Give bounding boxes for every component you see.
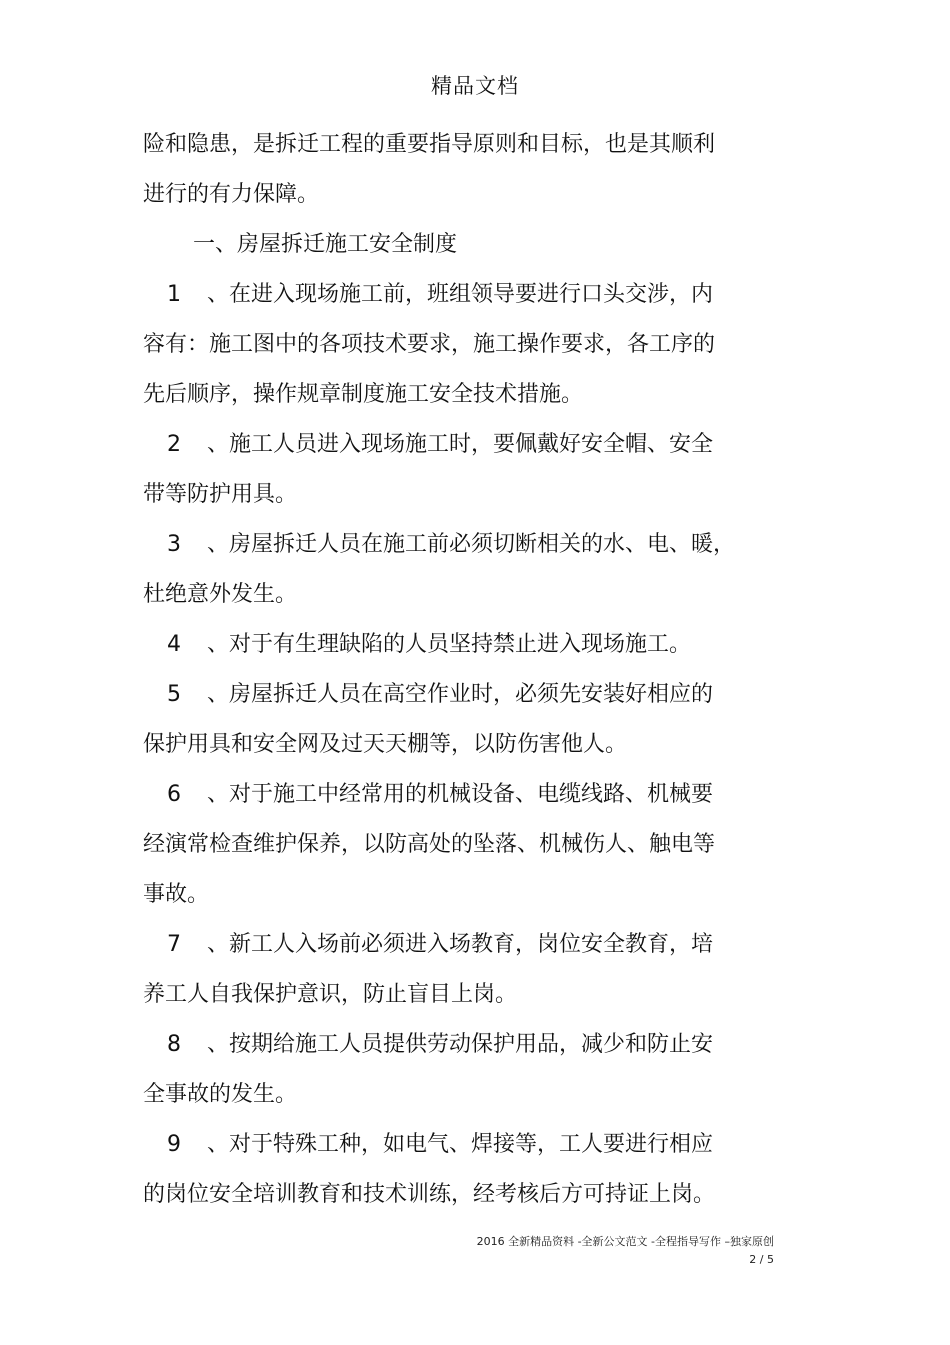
list-item-first-line [143,920,743,970]
text-line: 、对于特殊工种，如电气、焊接等，工人要进行相应 [207,1132,714,1157]
list-item [143,670,743,770]
text-line: 养工人自我保护意识，防止盲目上岗。 [143,982,518,1007]
list-item [143,520,743,620]
list-item-first-line [143,270,743,320]
list-item-first-line [143,620,743,670]
list-item [143,1020,743,1120]
list-item-number: 7 [167,932,181,957]
list-item-first-line [143,520,743,570]
list-item-number: 1 [167,282,181,307]
page-number: 2 / 5 [749,1253,774,1266]
list-item-first-line [143,1020,743,1070]
text-line: 、按期给施工人员提供劳动保护用品，减少和防止安 [207,1032,714,1057]
list-item-number: 9 [167,1132,181,1157]
list-item [143,770,743,920]
text-line: 、对于有生理缺陷的人员坚持禁止进入现场施工。 [207,632,692,657]
text-line: 、新工人入场前必须进入场教育，岗位安全教育，培 [207,932,714,957]
section-heading: 一、房屋拆迁施工安全制度 [193,232,458,257]
text-line: 带等防护用具。 [143,482,298,507]
text-line: 、房屋拆迁人员在施工前必须切断相关的水、电、暖， [207,532,736,557]
text-line: 的岗位安全培训教育和技术训练，经考核后方可持证上岗。 [143,1182,716,1207]
list-item [143,270,743,420]
footer-note: 2016 全新精品资料 -全新公文范文 -全程指导写作 –独家原创 [476,1235,774,1248]
list-item-first-line [143,420,743,470]
list-item-number: 2 [167,432,181,457]
text-line: 进行的有力保障。 [143,182,320,207]
list-item-number: 8 [167,1032,181,1057]
text-line: 先后顺序，操作规章制度施工安全技术措施。 [143,382,584,407]
list-item-number: 6 [167,782,181,807]
list-item-first-line [143,670,743,720]
text-line: 、施工人员进入现场施工时，要佩戴好安全帽、安全 [207,432,714,457]
document-body [143,120,743,1220]
list-item-number: 3 [167,532,181,557]
text-line: 保护用具和安全网及过天天棚等，以防伤害他人。 [143,732,628,757]
text-line: 、对于施工中经常用的机械设备、电缆线路、机械要 [207,782,714,807]
page-header-title: 精品文档 [431,74,519,98]
text-line: 、在进入现场施工前，班组领导要进行口头交涉，内 [207,282,714,307]
text-line: 险和隐患，是拆迁工程的重要指导原则和目标，也是其顺利 [143,132,716,157]
text-line: 、房屋拆迁人员在高空作业时，必须先安装好相应的 [207,682,714,707]
list-item-first-line [143,770,743,820]
list-item-number: 4 [167,632,181,657]
list-item [143,920,743,1020]
intro-paragraph [143,120,743,220]
text-line: 全事故的发生。 [143,1082,298,1107]
list-item [143,420,743,520]
text-line: 事故。 [143,882,210,907]
list-item [143,620,743,670]
text-line: 容有：施工图中的各项技术要求，施工操作要求，各工序的 [143,332,716,357]
list-item-number: 5 [167,682,181,707]
text-line: 杜绝意外发生。 [143,582,298,607]
list-item-first-line [143,1120,743,1170]
list-item [143,1120,743,1220]
text-line: 经演常检查维护保养，以防高处的坠落、机械伤人、触电等 [143,832,716,857]
